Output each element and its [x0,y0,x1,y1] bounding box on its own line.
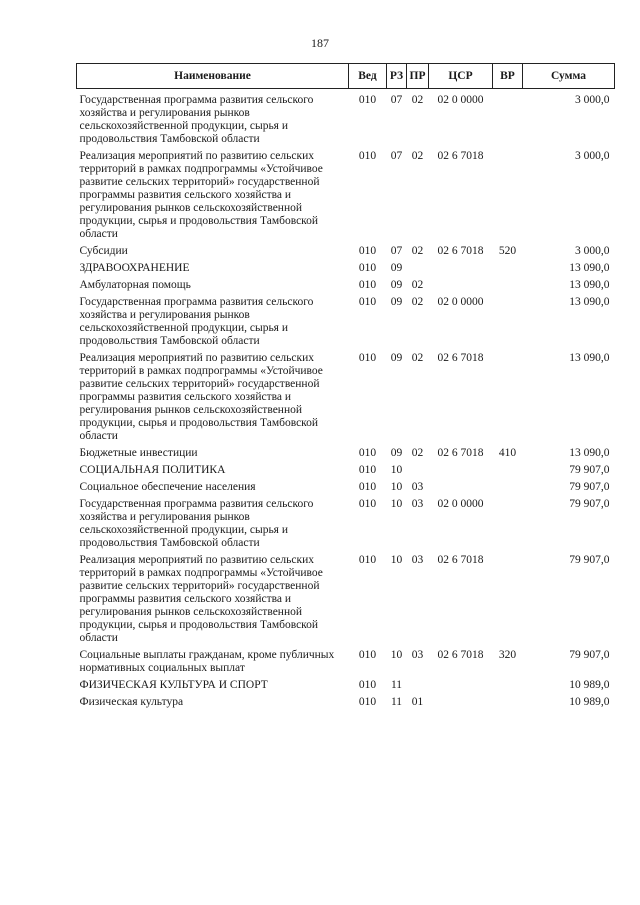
cell-pr: 02 [411,352,424,364]
cell-rz: 10 [390,481,403,493]
table-row [77,296,615,352]
cell-sum: 3 000,0 [575,150,610,162]
cell-csr: 02 0 0000 [437,498,484,510]
cell-rz: 09 [390,447,403,459]
cell-csr: 02 6 7018 [437,447,484,459]
cell-ved: 010 [358,498,377,510]
cell-csr [429,464,493,481]
cell-vr: 320 [498,649,517,661]
cell-csr: 02 0 0000 [437,296,484,308]
cell-csr: 02 6 7018 [437,649,484,661]
cell-sum: 13 090,0 [569,447,610,459]
cell-vr [493,150,523,245]
cell-rz: 07 [390,245,403,257]
cell-pr: 02 [411,150,424,162]
cell-ved: 010 [358,679,377,691]
cell-name: Социальное обеспечение населения [79,481,256,493]
cell-vr [493,554,523,649]
cell-ved: 010 [358,464,377,476]
cell-sum: 79 907,0 [569,649,610,661]
cell-vr [493,89,523,151]
cell-sum: 13 090,0 [569,296,610,308]
cell-name: Реализация мероприятий по развитию сельских территорий в рамках подпрограммы «Устойчивое развитие сельских территорий» государственной программы развития сельского хозяйства и регулирования рынков сельскохозяйственной продукции, сырья и продовольствия Тамбовской области [79,352,323,442]
cell-csr [429,696,493,713]
cell-name: Физическая культура [79,696,184,708]
cell-csr: 02 6 7018 [437,150,484,162]
cell-rz: 11 [390,696,403,708]
cell-vr [493,679,523,696]
cell-pr: 03 [411,481,424,493]
cell-name: Бюджетные инвестиции [79,447,198,459]
cell-name: Реализация мероприятий по развитию сельских территорий в рамках подпрограммы «Устойчивое развитие сельских территорий» государственной программы развития сельского хозяйства и регулирования рынков сельскохозяйственной продукции, сырья и продовольствия Тамбовской области [79,150,323,240]
cell-ved: 010 [358,481,377,493]
cell-pr: 02 [411,279,424,291]
header-rz: РЗ [387,64,407,89]
cell-vr [493,481,523,498]
table-row [77,279,615,296]
cell-vr: 410 [498,447,517,459]
cell-name: ФИЗИЧЕСКАЯ КУЛЬТУРА И СПОРТ [79,679,268,691]
cell-pr [407,679,429,696]
cell-csr: 02 6 7018 [437,554,484,566]
cell-csr [429,279,493,296]
header-vr: ВР [493,64,523,89]
cell-name: Государственная программа развития сельского хозяйства и регулирования рынков сельскохозяйственной продукции, сырья и продовольствия Тамбовской области [79,94,314,145]
cell-vr [493,498,523,554]
cell-ved: 010 [358,94,377,106]
cell-name: СОЦИАЛЬНАЯ ПОЛИТИКА [79,464,226,476]
cell-pr: 03 [411,649,424,661]
table-row [77,498,615,554]
cell-name: Социальные выплаты гражданам, кроме публичных нормативных социальных выплат [79,649,335,674]
cell-ved: 010 [358,279,377,291]
cell-sum: 79 907,0 [569,498,610,510]
cell-sum: 79 907,0 [569,554,610,566]
cell-ved: 010 [358,554,377,566]
cell-ved: 010 [358,262,377,274]
cell-rz: 10 [390,554,403,566]
cell-rz: 09 [390,279,403,291]
cell-csr: 02 6 7018 [437,245,484,257]
cell-rz: 10 [390,498,403,510]
cell-rz: 07 [390,150,403,162]
header-sum: Сумма [523,64,615,89]
cell-csr [429,679,493,696]
cell-sum: 13 090,0 [569,262,610,274]
cell-vr [493,464,523,481]
cell-sum: 13 090,0 [569,279,610,291]
table-row [77,464,615,481]
table-row [77,89,615,151]
header-name: Наименование [77,64,349,89]
cell-pr: 01 [411,696,424,708]
cell-pr: 02 [411,447,424,459]
page-number: 187 [311,36,329,50]
table-row [77,150,615,245]
cell-vr: 520 [498,245,517,257]
table-row [77,447,615,464]
cell-csr [429,262,493,279]
table-row [77,554,615,649]
header-ved: Вед [349,64,387,89]
cell-ved: 010 [358,447,377,459]
table-row [77,245,615,262]
cell-pr: 02 [411,94,424,106]
cell-sum: 13 090,0 [569,352,610,364]
cell-rz: 09 [390,262,403,274]
cell-rz: 07 [390,94,403,106]
cell-rz: 10 [390,464,403,476]
cell-pr: 03 [411,498,424,510]
cell-pr: 02 [411,296,424,308]
cell-sum: 10 989,0 [569,679,610,691]
cell-ved: 010 [358,150,377,162]
cell-name: Реализация мероприятий по развитию сельских территорий в рамках подпрограммы «Устойчивое развитие сельских территорий» государственной программы развития сельского хозяйства и регулирования рынков сельскохозяйственной продукции, сырья и продовольствия Тамбовской области [79,554,323,644]
cell-ved: 010 [358,245,377,257]
cell-vr [493,262,523,279]
cell-sum: 79 907,0 [569,481,610,493]
cell-pr: 02 [411,245,424,257]
table-row [77,262,615,279]
cell-pr [407,262,429,279]
cell-ved: 010 [358,296,377,308]
table-row [77,649,615,679]
table-row [77,481,615,498]
cell-rz: 10 [390,649,403,661]
cell-sum: 79 907,0 [569,464,610,476]
cell-ved: 010 [358,352,377,364]
cell-rz: 11 [390,679,403,691]
cell-name: Государственная программа развития сельского хозяйства и регулирования рынков сельскохозяйственной продукции, сырья и продовольствия Тамбовской области [79,296,314,347]
cell-sum: 10 989,0 [569,696,610,708]
table-row [77,352,615,447]
table-row [77,696,615,713]
cell-name: Амбулаторная помощь [79,279,191,291]
cell-sum: 3 000,0 [575,245,610,257]
cell-csr: 02 6 7018 [437,352,484,364]
cell-csr: 02 0 0000 [437,94,484,106]
cell-vr [493,296,523,352]
cell-ved: 010 [358,649,377,661]
cell-vr [493,696,523,713]
cell-sum: 3 000,0 [575,94,610,106]
cell-name: Государственная программа развития сельского хозяйства и регулирования рынков сельскохозяйственной продукции, сырья и продовольствия Тамбовской области [79,498,314,549]
table-row [77,679,615,696]
cell-pr: 03 [411,554,424,566]
cell-rz: 09 [390,296,403,308]
header-pr: ПР [407,64,429,89]
cell-name: ЗДРАВООХРАНЕНИЕ [79,262,190,274]
cell-csr [429,481,493,498]
cell-rz: 09 [390,352,403,364]
cell-ved: 010 [358,696,377,708]
header-csr: ЦСР [429,64,493,89]
cell-vr [493,279,523,296]
cell-pr [407,464,429,481]
budget-table [76,63,615,713]
table-header-row [77,64,615,89]
cell-vr [493,352,523,447]
cell-name: Субсидии [79,245,128,257]
